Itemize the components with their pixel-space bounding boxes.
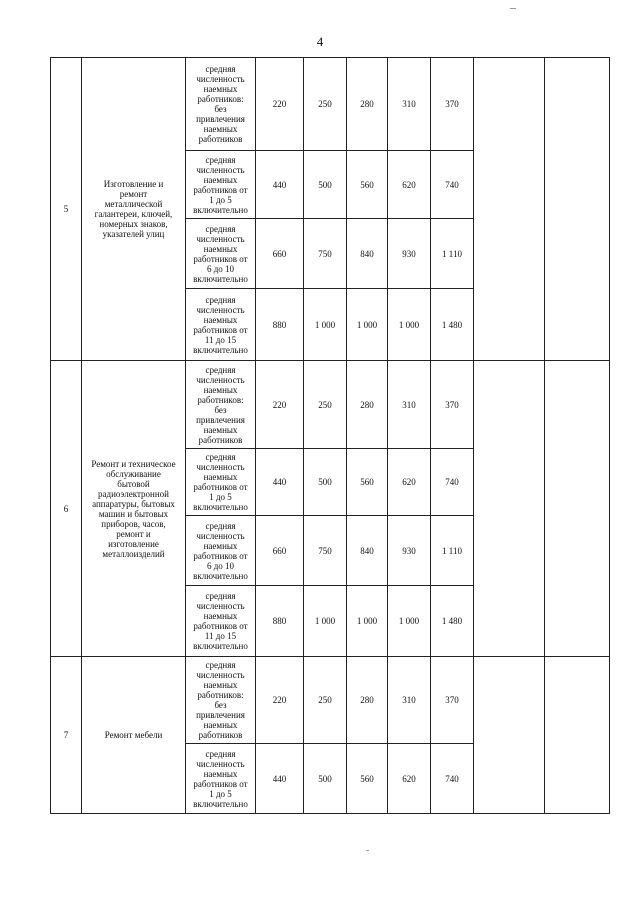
empty-cell	[545, 657, 610, 814]
condition-cell	[186, 586, 256, 657]
value-cell: 500	[304, 744, 347, 814]
empty-cell	[474, 657, 545, 814]
value-cell: 620	[388, 744, 431, 814]
value-cell: 1 000	[304, 586, 347, 657]
activity-name-cell	[82, 657, 186, 814]
value-cell: 1 000	[347, 289, 388, 361]
value-cell: 280	[347, 657, 388, 744]
value-cell: 1 000	[347, 586, 388, 657]
condition-text: средняя численность наемных работников от 1 до 5 включительно	[193, 154, 248, 215]
row-number-cell: 7	[51, 657, 82, 814]
condition-cell	[186, 516, 256, 586]
value-cell: 750	[304, 516, 347, 586]
condition-text: средняя численность наемных работников от 1 до 5 включительно	[193, 452, 248, 512]
activity-name: Ремонт мебели	[104, 730, 163, 740]
value-cell: 740	[431, 449, 474, 516]
value-cell: 220	[256, 657, 304, 744]
value-cell: 220	[256, 361, 304, 449]
condition-text: средняя численность наемных работников от 6 до 10 включительно	[193, 520, 248, 581]
value-cell: 740	[431, 744, 474, 814]
value-cell: 750	[304, 219, 347, 289]
value-cell: 310	[388, 361, 431, 449]
rates-table	[50, 57, 610, 814]
value-cell: 310	[388, 657, 431, 744]
table-row	[51, 58, 610, 151]
condition-cell	[186, 361, 256, 449]
condition-cell	[186, 449, 256, 516]
value-cell: 1 480	[431, 586, 474, 657]
condition-cell	[186, 58, 256, 151]
value-cell: 250	[304, 361, 347, 449]
page-number: 4	[316, 34, 324, 49]
value-cell: 500	[304, 151, 347, 219]
value-cell: 660	[256, 516, 304, 586]
scan-mark	[366, 850, 369, 851]
value-cell: 740	[431, 151, 474, 219]
value-cell: 250	[304, 657, 347, 744]
condition-cell	[186, 744, 256, 814]
condition-cell	[186, 657, 256, 744]
activity-name-cell	[82, 58, 186, 361]
empty-cell	[474, 361, 545, 657]
row-number-cell: 5	[51, 58, 82, 361]
value-cell: 1 000	[388, 586, 431, 657]
condition-text: средняя численность наемных работников от 11 до 15 включительно	[193, 591, 248, 651]
condition-text: средняя численность наемных работников: без привлечения наемных работников	[196, 660, 245, 740]
value-cell: 1 000	[388, 289, 431, 361]
activity-name: Ремонт и техническое обслуживание бытовой радиоэлектронной аппаратуры, бытовых машин и бытовых приборов, часов, ремонт и изготовление металлоизделий	[91, 458, 176, 559]
value-cell: 560	[347, 449, 388, 516]
condition-cell	[186, 219, 256, 289]
value-cell: 370	[431, 58, 474, 151]
value-cell: 1 110	[431, 516, 474, 586]
condition-text: средняя численность наемных работников: без привлечения наемных работников	[196, 64, 245, 144]
value-cell: 560	[347, 151, 388, 219]
value-cell: 220	[256, 58, 304, 151]
value-cell: 620	[388, 449, 431, 516]
value-cell: 560	[347, 744, 388, 814]
value-cell: 440	[256, 151, 304, 219]
condition-cell	[186, 289, 256, 361]
value-cell: 880	[256, 289, 304, 361]
value-cell: 620	[388, 151, 431, 219]
condition-text: средняя численность наемных работников от 1 до 5 включительно	[193, 748, 248, 809]
row-number-cell: 6	[51, 361, 82, 657]
value-cell: 500	[304, 449, 347, 516]
value-cell: 1 000	[304, 289, 347, 361]
value-cell: 880	[256, 586, 304, 657]
condition-cell	[186, 151, 256, 219]
value-cell: 250	[304, 58, 347, 151]
scan-mark	[510, 8, 516, 9]
value-cell: 440	[256, 449, 304, 516]
value-cell: 440	[256, 744, 304, 814]
value-cell: 310	[388, 58, 431, 151]
activity-name: Изготовление и ремонт металлической галантереи, ключей, номерных знаков, указателей улиц	[94, 179, 173, 239]
table-row	[51, 657, 610, 744]
condition-text: средняя численность наемных работников от 6 до 10 включительно	[193, 223, 248, 284]
value-cell: 930	[388, 516, 431, 586]
value-cell: 280	[347, 58, 388, 151]
value-cell: 660	[256, 219, 304, 289]
value-cell: 370	[431, 657, 474, 744]
condition-text: средняя численность наемных работников: без привлечения наемных работников	[196, 364, 245, 445]
value-cell: 840	[347, 516, 388, 586]
value-cell: 370	[431, 361, 474, 449]
value-cell: 840	[347, 219, 388, 289]
value-cell: 930	[388, 219, 431, 289]
activity-name-cell	[82, 361, 186, 657]
value-cell: 1 480	[431, 289, 474, 361]
value-cell: 280	[347, 361, 388, 449]
empty-cell	[474, 58, 545, 361]
empty-cell	[545, 58, 610, 361]
table-row	[51, 361, 610, 449]
condition-text: средняя численность наемных работников от 11 до 15 включительно	[193, 294, 248, 355]
empty-cell	[545, 361, 610, 657]
value-cell: 1 110	[431, 219, 474, 289]
